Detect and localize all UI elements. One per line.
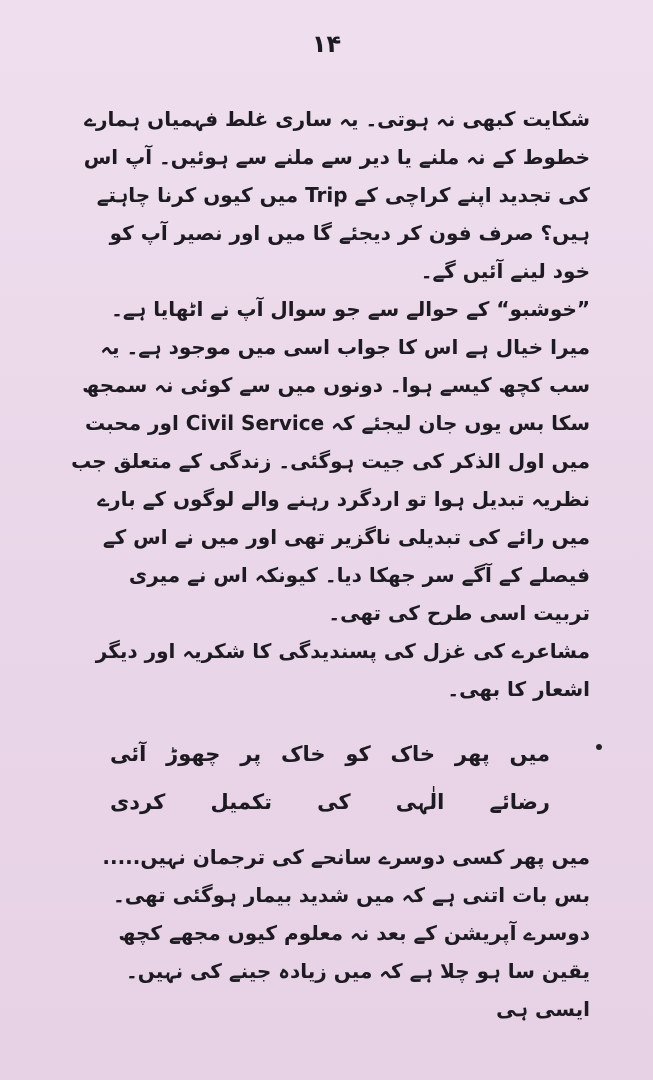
verse-word: خاک (281, 742, 326, 766)
paragraph-4: میں پھر کسی دوسرے سانحے کی ترجمان نہیں..... بس بات اتنی ہے کہ میں شدید بیمار ہوگئی تھی۔ دوسرے آپریشن کے بعد نہ معلوم کیوں مجھے کچھ یقین سا ہو چلا ہے کہ میں زیادہ جینے کی نہیں۔ ایسی ہی (102, 845, 590, 1021)
verse-word: رضائے (489, 790, 550, 814)
paragraph-2: ”خوشبو“ کے حوالے سے جو سوال آپ نے اٹھایا ہے۔ میرا خیال ہے اس کا جواب اسی میں موجود ہے۔ یہ سب کچھ کیسے ہوا۔ دونوں میں سے کوئی نہ سمجھ سکا بس یوں جان لیجئے کہ Civil Service اور محبت میں اول الذکر کی جیت ہوگئی۔ زندگی کے متعلق جب نظریہ تبدیل ہوا تو اردگرد رہنے والے لوگوں کے بارے میں رائے کی تبدیلی ناگزیر تھی اور میں نے اس کے فیصلے کے آگے سر جھکا دیا۔ کیونکہ اس نے میری تربیت اسی طرح کی تھی۔ (71, 297, 590, 625)
verse-word: خاک (390, 742, 436, 766)
verse-word: پر (240, 742, 262, 766)
verse-block (110, 730, 550, 826)
paragraph-1: شکایت کبھی نہ ہوتی۔ یہ ساری غلط فہمیاں ہمارے خطوط کے نہ ملنے یا دیر سے ملنے سے ہوئیں۔ آپ اس کی تجدید اپنے کراچی کے Trip میں کیوں کرنا چاہتے ہیں؟ صرف فون کر دیجئے گا میں اور نصیر آپ کو خود لینے آئیں گے۔ (83, 107, 590, 283)
body-text-top (70, 100, 590, 708)
verse-word: کی (317, 790, 351, 814)
verse-word: میں (509, 742, 550, 766)
verse-word: تکمیل (210, 790, 272, 814)
verse-word: چھوڑ (166, 742, 221, 766)
verse-bullet (596, 744, 602, 750)
verse-line-2 (110, 778, 550, 826)
verse-word: الٰہی (395, 790, 445, 814)
page-number: ۱۴ (311, 30, 342, 58)
verse-word: آئی (110, 742, 147, 766)
verse-line-1 (110, 730, 550, 778)
verse-word: پھر (454, 742, 490, 766)
body-text-bottom (70, 838, 590, 1028)
verse-word: کو (345, 742, 371, 766)
verse-word: کردی (110, 790, 166, 814)
paragraph-3: مشاعرے کی غزل کی پسندیدگی کا شکریہ اور دیگر اشعار کا بھی۔ (95, 639, 590, 701)
